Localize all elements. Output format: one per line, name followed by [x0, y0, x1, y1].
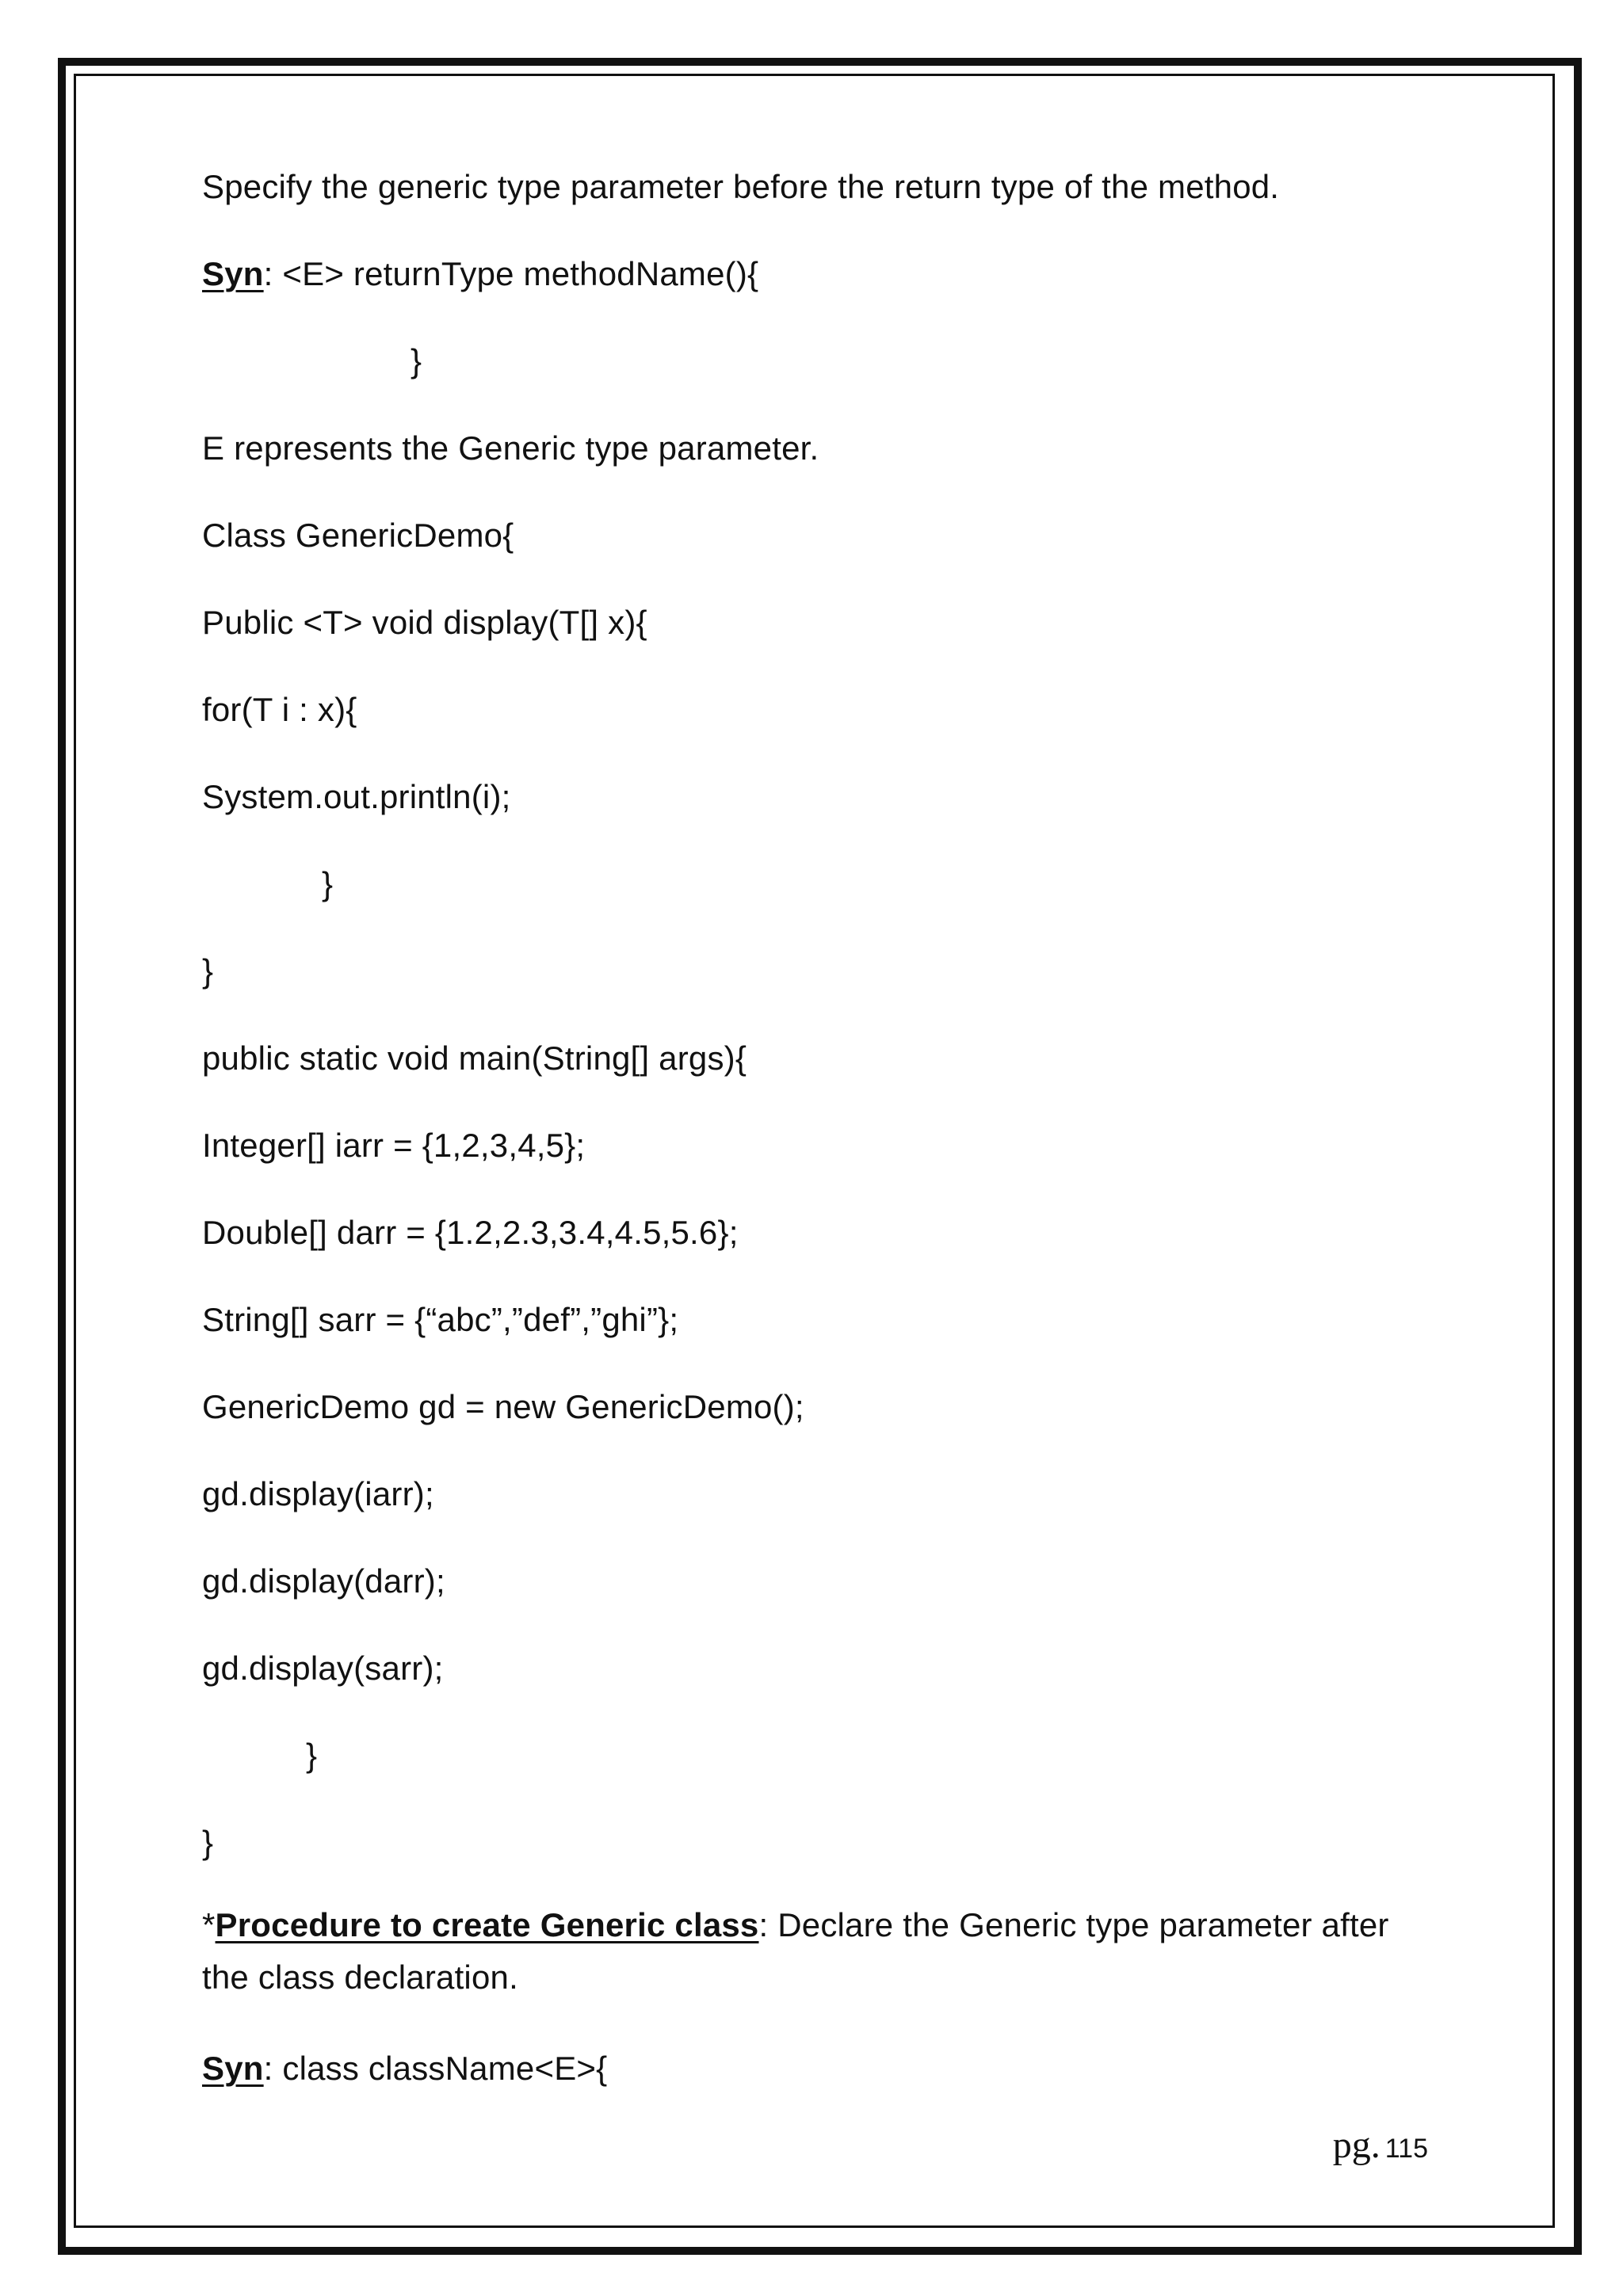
syn-label: Syn: [202, 2050, 264, 2087]
code-line: Public <T> void display(T[] x){: [202, 604, 647, 641]
code-line: gd.display(darr);: [202, 1562, 445, 1600]
page-number: 115: [1384, 2134, 1428, 2164]
asterisk: *: [202, 1906, 216, 1943]
code-line: Class GenericDemo{: [202, 517, 514, 554]
code-line: }: [322, 865, 334, 902]
syn-label: Syn: [202, 255, 264, 292]
code-line: }: [202, 1824, 214, 1861]
code-line: }: [411, 342, 422, 379]
code-line: Integer[] iarr = {1,2,3,4,5};: [202, 1127, 586, 1164]
text-line: E represents the Generic type parameter.: [202, 429, 819, 467]
code-line: }: [306, 1737, 318, 1774]
code-line: for(T i : x){: [202, 691, 357, 728]
code-line: public static void main(String[] args){: [202, 1039, 747, 1077]
code-line: System.out.println(i);: [202, 778, 511, 815]
procedure-paragraph: [202, 1899, 1438, 2004]
code-line: String[] sarr = {“abc”,”def”,”ghi”};: [202, 1301, 679, 1338]
code-line: GenericDemo gd = new GenericDemo();: [202, 1388, 804, 1425]
page-footer: [1333, 2123, 1428, 2167]
procedure-heading: Procedure to create Generic class: [215, 1906, 759, 1943]
page-label: pg.: [1332, 2124, 1381, 2166]
code-line: Double[] darr = {1.2,2.3,3.4,4.5,5.6};: [202, 1214, 739, 1251]
syntax-line: [202, 2048, 607, 2089]
procedure-text: : Declare the Generic type parameter after the class declaration.: [202, 1906, 1389, 1996]
code-line: gd.display(sarr);: [202, 1650, 444, 1687]
syntax-line: [202, 254, 758, 295]
syntax-text: : <E> returnType methodName(){: [263, 255, 759, 292]
text-line: Specify the generic type parameter before the return type of the method.: [202, 168, 1280, 205]
code-line: }: [202, 952, 214, 990]
code-line: gd.display(iarr);: [202, 1475, 434, 1512]
syntax-text: : class className<E>{: [263, 2050, 608, 2087]
